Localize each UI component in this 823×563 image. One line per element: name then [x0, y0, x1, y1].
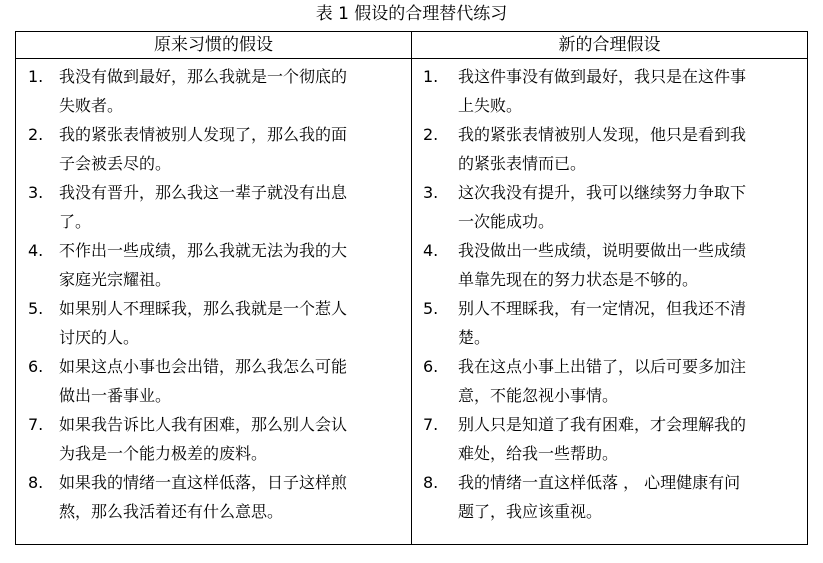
item-number: 3. — [423, 183, 439, 202]
new-assumption-text — [458, 236, 803, 294]
text-line: 我的紧张表情被别人发现，他只是看到我 — [458, 125, 747, 144]
text-line: 别人不理睬我，有一定情况，但我还不清 — [458, 299, 747, 318]
item-number: 4. — [423, 241, 439, 260]
list-item — [16, 236, 411, 294]
list-item — [412, 410, 807, 468]
text-line: 意，不能忽视小事情。 — [458, 386, 619, 405]
original-assumption-text — [59, 410, 404, 468]
text-line: 了。 — [59, 212, 92, 231]
text-line: 的紧张表情而已。 — [458, 154, 587, 173]
new-assumption-text — [458, 410, 803, 468]
text-line: 我的情绪一直这样低落 ， 心理健康有问 — [458, 473, 741, 492]
text-line: 做出一番事业。 — [59, 386, 172, 405]
list-item — [16, 352, 411, 410]
new-assumption-text — [458, 120, 803, 178]
item-number: 8. — [28, 473, 44, 492]
text-line: 单靠先现在的努力状态是不够的。 — [458, 270, 699, 289]
assumption-table — [15, 31, 808, 545]
text-line: 这次我没有提升，我可以继续努力争取下 — [458, 183, 747, 202]
item-number: 7. — [28, 415, 44, 434]
text-line: 为我是一个能力极差的废料。 — [59, 444, 268, 463]
item-number: 1. — [28, 67, 44, 86]
text-line: 家庭光宗耀祖。 — [59, 270, 172, 289]
text-line: 熬，那么我活着还有什么意思。 — [59, 502, 284, 521]
list-item — [412, 352, 807, 410]
text-line: 我没有做到最好，那么我就是一个彻底的 — [59, 67, 348, 86]
item-number: 8. — [423, 473, 439, 492]
text-line: 讨厌的人。 — [59, 328, 140, 347]
new-assumption-text — [458, 62, 803, 120]
new-assumption-text — [458, 352, 803, 410]
text-line: 楚。 — [458, 328, 491, 347]
item-number: 7. — [423, 415, 439, 434]
original-assumption-text — [59, 236, 404, 294]
text-line: 上失败。 — [458, 96, 523, 115]
item-number: 6. — [28, 357, 44, 376]
text-line: 我没做出一些成绩，说明要做出一些成绩 — [458, 241, 747, 260]
original-assumption-text — [59, 294, 404, 352]
text-line: 题了，我应该重视。 — [458, 502, 603, 521]
list-item — [412, 468, 807, 526]
item-number: 3. — [28, 183, 44, 202]
list-item — [412, 294, 807, 352]
header-original-assumptions: 原来习惯的假设 — [154, 35, 273, 55]
item-number: 5. — [28, 299, 44, 318]
item-number: 5. — [423, 299, 439, 318]
list-item — [412, 178, 807, 236]
text-line: 我在这点小事上出错了，以后可要多加注 — [458, 357, 747, 376]
header-divider — [16, 58, 807, 59]
list-item — [412, 62, 807, 120]
item-number: 6. — [423, 357, 439, 376]
text-line: 别人只是知道了我有困难，才会理解我的 — [458, 415, 747, 434]
text-line: 我没有晋升，那么我这一辈子就没有出息 — [59, 183, 348, 202]
item-number: 4. — [28, 241, 44, 260]
text-line: 我的紧张表情被别人发现了，那么我的面 — [59, 125, 348, 144]
list-item — [16, 294, 411, 352]
text-line: 一次能成功。 — [458, 212, 555, 231]
text-line: 子会被丢尽的。 — [59, 154, 172, 173]
item-number: 2. — [28, 125, 44, 144]
original-assumption-text — [59, 352, 404, 410]
list-item — [16, 62, 411, 120]
original-assumption-text — [59, 468, 404, 526]
item-number: 2. — [423, 125, 439, 144]
list-item — [16, 178, 411, 236]
list-item — [412, 236, 807, 294]
text-line: 如果别人不理睬我，那么我就是一个惹人 — [59, 299, 348, 318]
original-assumption-text — [59, 120, 404, 178]
new-assumption-text — [458, 178, 803, 236]
table-caption: 表 1 假设的合理替代练习 — [315, 4, 508, 24]
list-item — [412, 120, 807, 178]
original-assumptions-column — [16, 62, 411, 526]
original-assumption-text — [59, 62, 404, 120]
new-assumption-text — [458, 468, 803, 526]
list-item — [16, 120, 411, 178]
list-item — [16, 468, 411, 526]
list-item — [16, 410, 411, 468]
header-new-assumptions: 新的合理假设 — [558, 35, 661, 55]
text-line: 如果我的情绪一直这样低落，日子这样煎 — [59, 473, 348, 492]
new-assumptions-column — [412, 62, 807, 526]
text-line: 我这件事没有做到最好，我只是在这件事 — [458, 67, 747, 86]
text-line: 如果我告诉比人我有困难，那么别人会认 — [59, 415, 348, 434]
text-line: 如果这点小事也会出错，那么我怎么可能 — [59, 357, 348, 376]
text-line: 失败者。 — [59, 96, 124, 115]
new-assumption-text — [458, 294, 803, 352]
original-assumption-text — [59, 178, 404, 236]
text-line: 难处，给我一些帮助。 — [458, 444, 619, 463]
item-number: 1. — [423, 67, 439, 86]
text-line: 不作出一些成绩，那么我就无法为我的大 — [59, 241, 348, 260]
